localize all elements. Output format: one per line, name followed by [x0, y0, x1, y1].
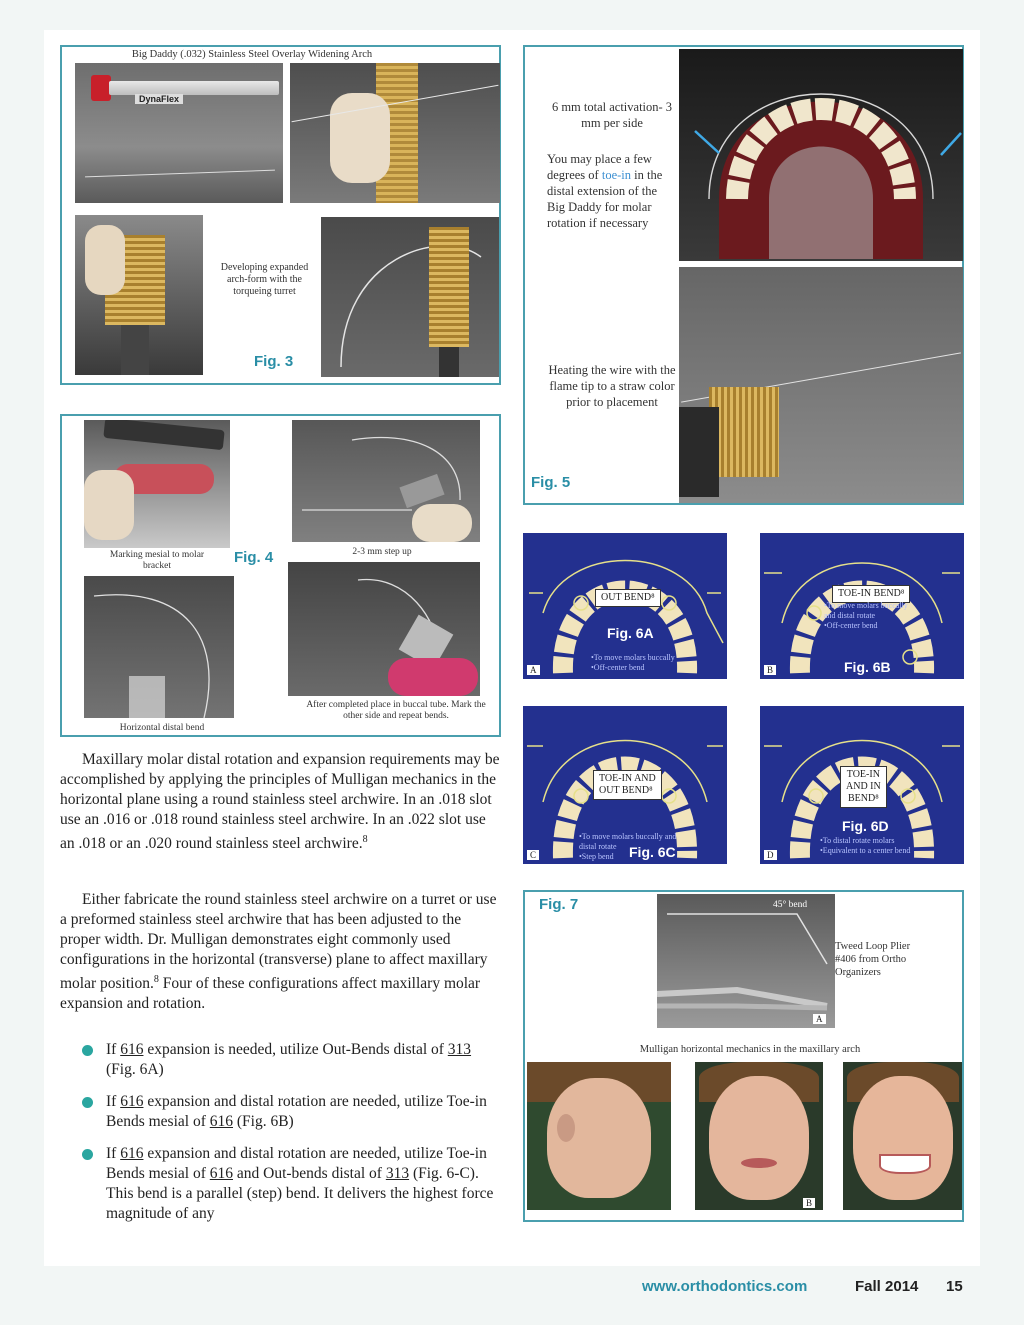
body-paragraph-1: Maxillary molar distal rotation and expansion requirements may be accomplished by applying the principles of Mulligan mechanics in the horizontal plane using a round stainless steel archwire. In an .018 slot use an .016 or .018 round stainless steel archwire. In an .022 slot use an .018 or an .020 round stainless steel archwire.$^8$: [60, 751, 500, 853]
fig5-text-heating: Heating the wire with the flame tip to a straw color prior to placement: [548, 363, 676, 409]
citation-ref: 8: [153, 974, 159, 985]
fig6b-note2: and distal rotate: [824, 611, 876, 620]
fig7-photo-smile: [843, 1062, 962, 1210]
fig4-caption-step: 2-3 mm step up: [352, 547, 412, 557]
fig3-arch-wire: [321, 217, 499, 377]
fig5-toe-in-term: toe-in: [601, 168, 632, 182]
fig6d-note2: •Equivalent to a center bend: [820, 846, 911, 855]
page-number: 15: [946, 1278, 963, 1295]
fig5-text-toe-in: You may place a few degrees of toe-in in the distal extension of the Big Daddy for molar rotation if necessary: [547, 152, 663, 230]
fig6a-letter: A: [527, 665, 540, 675]
fig6c-label: Fig. 6C: [629, 844, 676, 860]
fig4-caption-after: After completed place in buccal tube. Mark the other side and repeat bends.: [306, 700, 486, 721]
fig4-label: Fig. 4: [234, 549, 274, 566]
fig4-photo-after: [288, 562, 480, 696]
fig6d-diagram: [760, 706, 964, 864]
fig7-letter-b: B: [803, 1198, 815, 1208]
fig6b-label: Fig. 6B: [844, 659, 891, 675]
fig7-photo-plier: [657, 894, 835, 1028]
fig6a-note2: •Off-center bend: [591, 663, 645, 672]
footer-url[interactable]: www.orthodontics.com: [642, 1278, 808, 1295]
fig5-text-activation: 6 mm total activation- 3 mm per side: [551, 100, 673, 130]
fig6c-bend-label: TOE-IN AND OUT BEND⁸: [593, 770, 662, 800]
fig6c-diagram: [523, 706, 727, 864]
fig3-photo-turret: [75, 215, 203, 375]
fig4-photo-horizontal: [84, 576, 234, 718]
fig4-photo-step: [292, 420, 480, 542]
fig5-photo-model: [679, 49, 963, 261]
fig3-caption: Developing expanded arch-form with the torqueing turret: [220, 262, 309, 297]
citation-ref: 8: [362, 834, 368, 845]
bullet-dot: [82, 1045, 93, 1056]
fig6a-label: Fig. 6A: [607, 625, 654, 641]
fig6d-label: Fig. 6D: [842, 818, 889, 834]
fig7-caption: Mulligan horizontal mechanics in the maxillary arch: [639, 1044, 861, 1055]
bullet-item: If 616 expansion and distal rotation are needed, utilize Toe-in Bends mesial of 616 and Out-bends distal of 313 (Fig. 6-C). This bend is a parallel (step) bend. It delivers the highest force magnitude of any: [82, 1144, 502, 1224]
fig5-photo-heating: [679, 267, 963, 503]
fig6d-bend-label: TOE-IN AND IN BEND⁸: [840, 766, 887, 808]
fig6c-note1: •To move molars buccally and: [579, 832, 677, 841]
fig6c-note2: distal rotate: [579, 842, 617, 851]
bullet-item: If 616 expansion and distal rotation are needed, utilize Toe-in Bends mesial of 616 (Fig. 6B): [82, 1092, 502, 1132]
fig4-photo-marking: [84, 420, 230, 548]
fig7-bend-label: 45° bend: [773, 900, 808, 910]
fig5-label: Fig. 5: [531, 474, 571, 491]
fig7-panel: [523, 890, 964, 1222]
fig3-photo-hand: [290, 63, 500, 203]
fig6d-note1: •To distal rotate molars: [820, 836, 895, 845]
fig3-label: Fig. 3: [254, 353, 294, 370]
fig7-letter-a: A: [813, 1014, 826, 1024]
fig6b-letter: B: [764, 665, 776, 675]
fig3-title: Big Daddy (.032) Stainless Steel Overlay Widening Arch: [131, 49, 373, 60]
fig6d-letter: D: [764, 850, 777, 860]
fig4-caption-marking: Marking mesial to molar bracket: [109, 550, 205, 571]
fig3-photo-tube: [75, 63, 283, 203]
fig3-photo-arch: [321, 217, 499, 377]
fig7-label: Fig. 7: [539, 896, 579, 913]
fig3-panel: [60, 45, 501, 385]
fig5-panel: [523, 45, 964, 505]
fig6a-bend-label: OUT BEND⁸: [595, 589, 661, 607]
fig6b-bend-label: TOE-IN BEND⁸: [832, 585, 910, 603]
body-paragraph-2: Either fabricate the round stainless steel archwire on a turret or use a preformed stainless steel archwire that has been adjusted to the proper width. Dr. Mulligan demonstrates eight commonly used configurations in the horizontal (transverse) plane to affect maxillary molar position.$^8$ Four of these configurations affect maxillary molar expansion and rotation.: [60, 891, 497, 1013]
fig6c-letter: C: [527, 850, 539, 860]
fig7-photo-profile: [527, 1062, 671, 1210]
bullet-item: If 616 expansion is needed, utilize Out-Bends distal of 313 (Fig. 6A): [82, 1040, 502, 1080]
fig6a-diagram: [523, 533, 727, 679]
bullet-dot: [82, 1097, 93, 1108]
bullet-dot: [82, 1149, 93, 1160]
fig6c-note3: •Step bend: [579, 852, 614, 861]
fig6a-note1: •To move molars buccally: [591, 653, 675, 662]
fig6b-diagram: [760, 533, 964, 679]
fig6b-note1: •To move molars buccally: [824, 601, 908, 610]
fig7-photo-front: [695, 1062, 823, 1210]
fig4-caption-horizontal: Horizontal distal bend: [119, 723, 205, 733]
fig3-tube-label: DynaFlex: [135, 94, 183, 104]
fig4-panel: [60, 414, 501, 737]
fig7-plier-text: Tweed Loop Plier #406 from Ortho Organizers: [835, 941, 911, 978]
fig6b-note3: •Off-center bend: [824, 621, 878, 630]
footer-issue: Fall 2014: [855, 1278, 919, 1295]
